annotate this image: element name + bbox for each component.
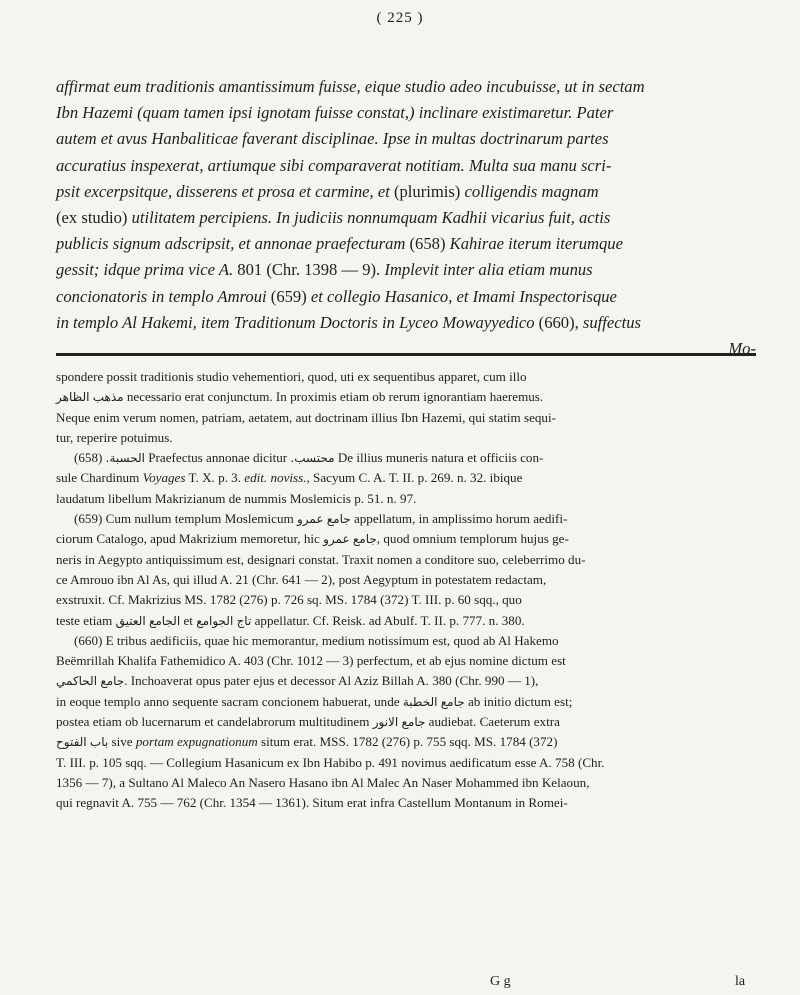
signature-mark: G g — [490, 974, 511, 989]
footer-catchword: la — [735, 974, 746, 989]
footnote-line: laudatum libellum Makrizianum de nummis Moslemicis p. 51. n. 97. — [56, 490, 417, 506]
main-line: affirmat eum traditionis amantissimum fuisse, eique studio adeo incubuisse, ut in sectam — [56, 77, 645, 96]
main-line: (ex studio) utilitatem percipiens. In judiciis nonnumquam Kadhii vicarius fuit, actis — [56, 208, 611, 228]
main-line: psit excerpsitque, disserens et prosa et carmine, et (plurimis) colligendis magnam — [56, 181, 599, 201]
footnote-line: Beëmrillah Khalifa Fathemidico A. 403 (Chr. 1012 — 3) perfectum, et ab ejus nomine dictum est — [56, 653, 566, 669]
footnote-line: teste etiam العتيق الجامع et الجوامع تاج appellatur. Cf. Reisk. ad Abulf. T. II. p. 777. n. 380. — [56, 612, 525, 628]
footnotes — [56, 367, 756, 814]
footnote-line: postea etiam ob lucernarum et candelabrorum multitudinem الانور جامع audiebat. Caeterum extra — [56, 714, 560, 730]
footnote-660: (660) E tribus aedificiis, quae hic memorantur, medium notissimum est, quod ab Al Hakemo — [74, 632, 559, 648]
footnote-line: ciorum Catalogo, apud Makrizium memoretur, hic عمرو جامع, quod omnium templorum hujus ge- — [56, 531, 569, 547]
footnote-line: qui regnavit A. 755 — 762 (Chr. 1354 — 1361). Situm erat infra Castellum Montanum in Romei- — [56, 795, 568, 811]
page-number: ( 225 ) — [376, 10, 424, 26]
main-line: publicis signum adscripsit, et annonae praefecturam (658) Kahirae iterum iterumque — [56, 234, 623, 254]
footnote-659: (659) Cum nullum templum Moslemicum عمرو جامع appellatum, in amplissimo horum aedifi- — [74, 511, 568, 527]
footnote-line: الحاكمي جامع. Inchoaverat opus pater ejus et decessor Al Aziz Billah A. 380 (Chr. 990 — 1), — [56, 673, 539, 689]
footnote-divider — [56, 353, 756, 356]
main-line: accuratius inspexerat, artiumque sibi comparaverat notitiam. Multa sua manu scri- — [56, 155, 612, 175]
footnote-line: spondere possit traditionis studio vehementiori, quod, uti ex sequentibus apparet, cum illo — [56, 369, 527, 384]
footnote-line: tur, reperire potuimus. — [56, 429, 173, 445]
footnote-line: T. III. p. 105 sqq. — Collegium Hasanicum ex Ibn Habibo p. 491 novimus aedificatum esse A. 758 (Chr. — [56, 754, 605, 770]
catchword: Mo- — [728, 339, 756, 359]
main-line: in templo Al Hakemi, item Traditionum Doctoris in Lyceo Mowayyedico (660), suffectus — [56, 312, 641, 332]
footnote-line: 1356 — 7), a Sultano Al Maleco An Nasero Hasano ibn Al Malec An Naser Mohammed ibn Kelaoun, — [56, 774, 590, 790]
footnote-line: sule Chardinum Voyages T. X. p. 3. edit. noviss., Sacyum C. A. T. II. p. 269. n. 32. ibique — [56, 470, 523, 486]
main-line: gessit; idque prima vice A. 801 (Chr. 1398 — 9). Implevit inter alia etiam munus — [56, 260, 593, 280]
footnote-line: neris in Aegypto antiquissimum est, designari constat. Traxit nomen a conditore suo, celeberrimo du- — [56, 551, 586, 567]
main-line: concionatoris in templo Amroui (659) et collegio Hasanico, et Imami Inspectorisque — [56, 286, 617, 306]
main-line: Ibn Hazemi (quam tamen ipsi ignotam fuisse constat,) inclinare existimaretur. Pater — [56, 103, 614, 123]
main-line: autem et avus Hanbaliticae faverant disciplinae. Ipse in multas doctrinarum partes — [56, 129, 609, 149]
footnote-line: exstruxit. Cf. Makrizius MS. 1782 (276) p. 726 sq. MS. 1784 (372) T. III. p. 60 sqq., quo — [56, 592, 522, 608]
footnote-line: in eoque templo anno sequente sacram concionem habuerat, unde الخطبة جامع ab initio dictum est; — [56, 693, 573, 709]
footnote-line: الظاهر مذهب necessario erat conjunctum. In proximis etiam ob rerum ignorantiam haeremus. — [56, 389, 544, 405]
footnote-line: Neque enim verum nomen, patriam, aetatem, aut doctrinam illius Ibn Hazemi, qui statim sequi- — [56, 409, 556, 425]
footnote-line: ce Amrouo ibn Al As, qui illud A. 21 (Chr. 641 — 2), post Aegyptum in potestatem redactam, — [56, 571, 547, 587]
footnote-line: الفتوح باب sive portam expugnationum situm erat. MSS. 1782 (276) p. 755 sqq. MS. 1784 (372) — [56, 734, 558, 750]
footnote-658: (658) الحسبة. Praefectus annonae dicitur محتسب. De illius muneris natura et officiis con- — [74, 450, 544, 466]
main-text — [56, 74, 756, 362]
